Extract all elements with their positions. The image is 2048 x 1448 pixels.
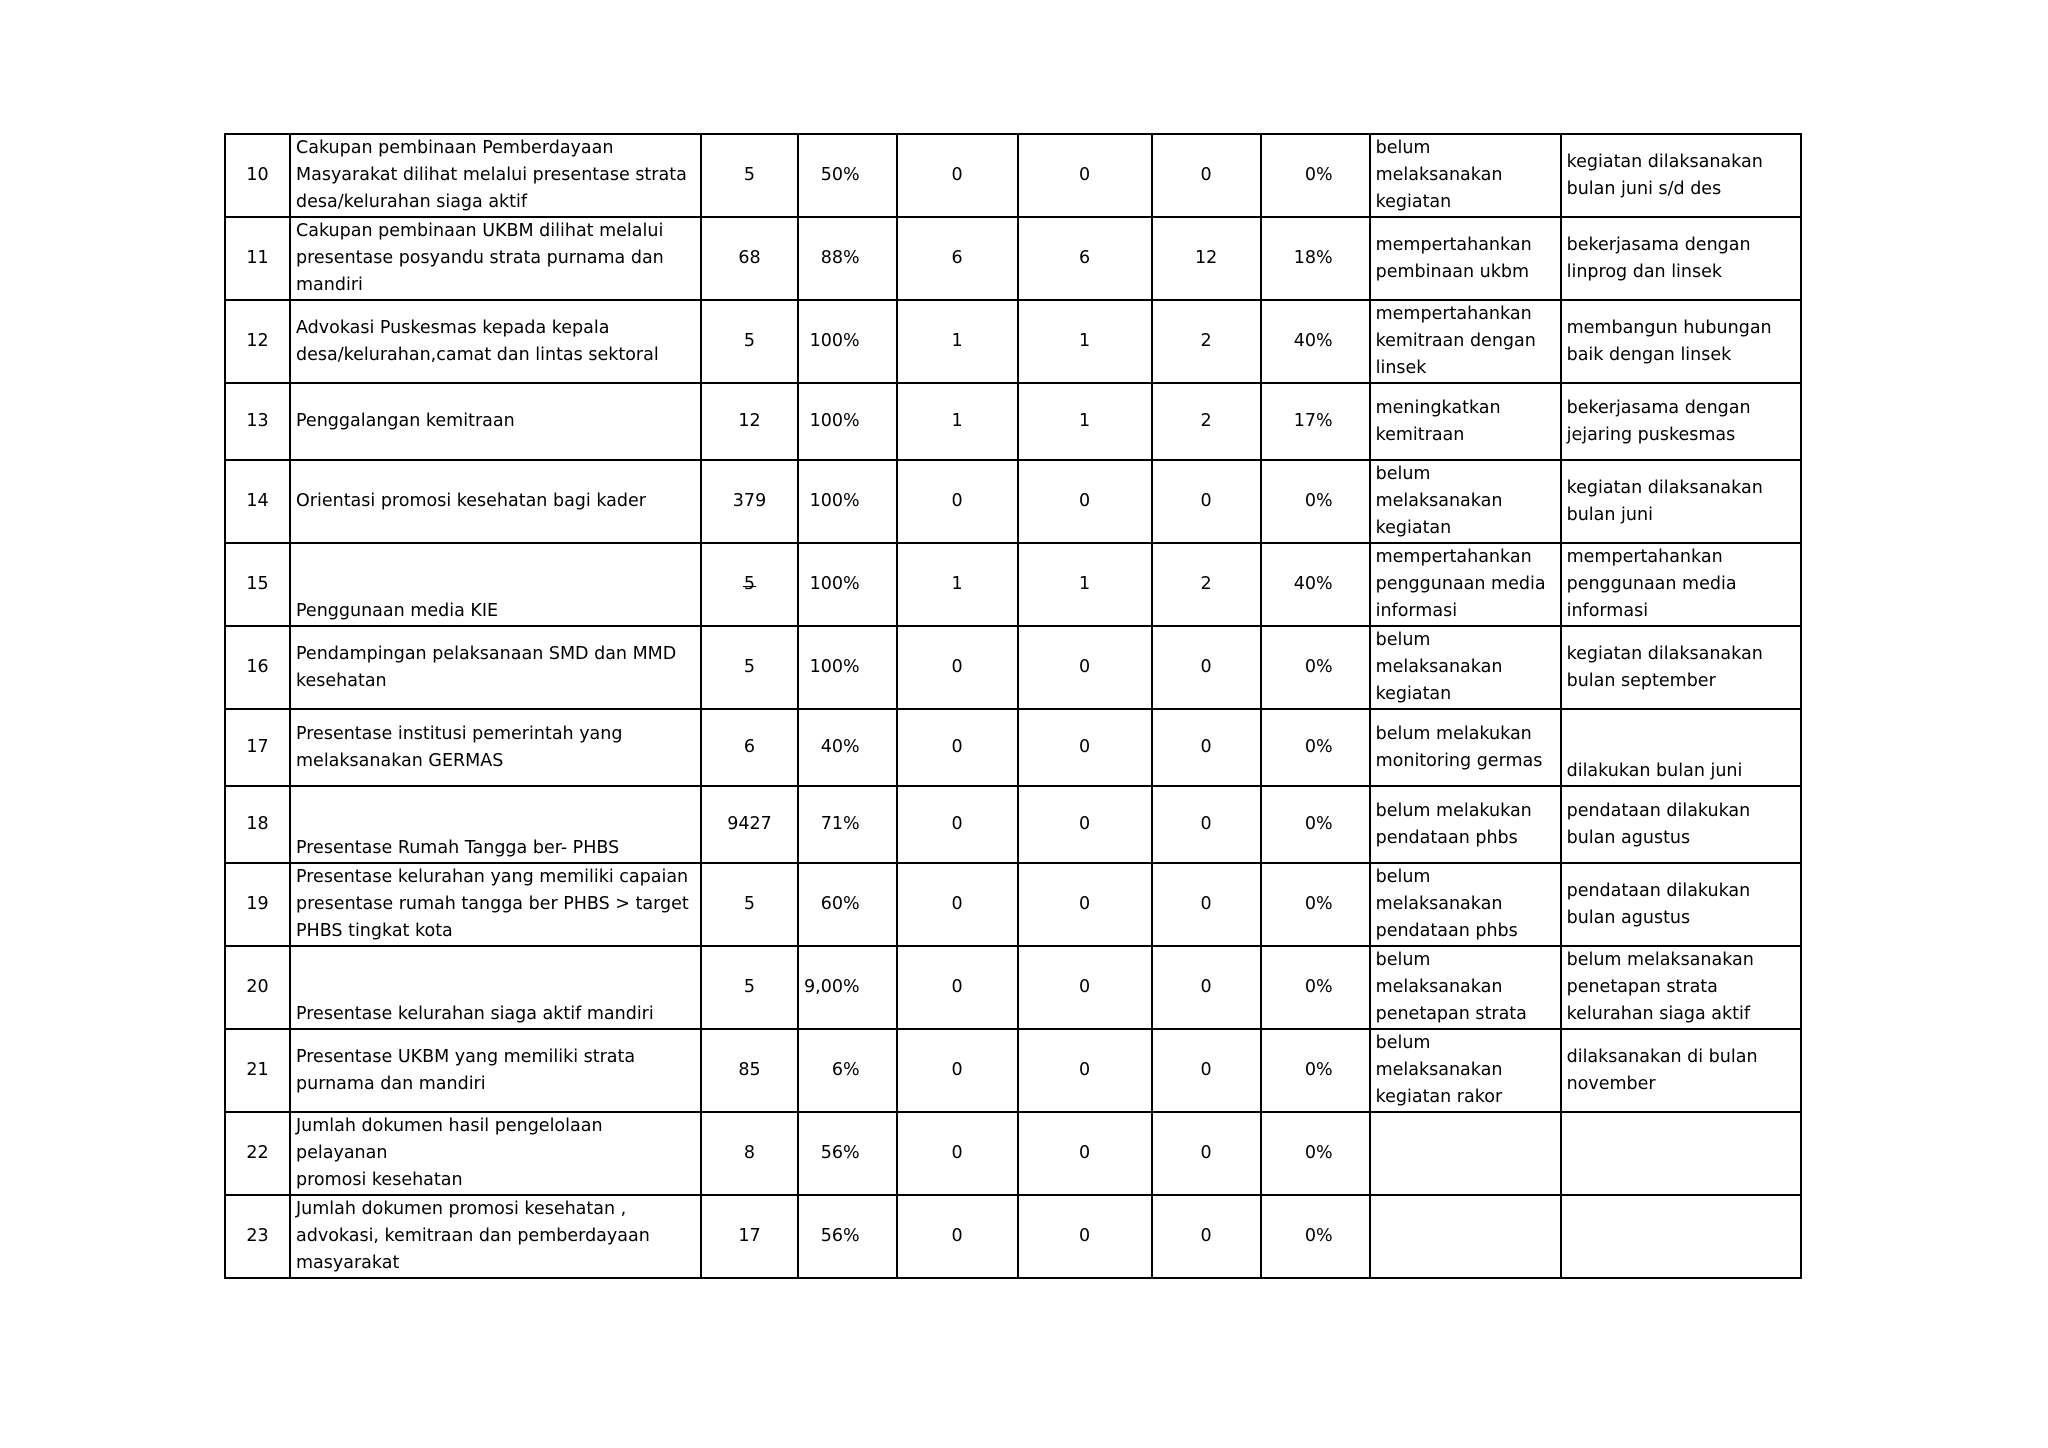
target-percent-cell: 6% bbox=[798, 1029, 897, 1112]
target-percent-cell: 100% bbox=[798, 300, 897, 383]
target-percent-cell: 100% bbox=[798, 383, 897, 460]
indicator-cell: Jumlah dokumen promosi kesehatan , advokasi, kemitraan dan pemberdayaan masyarakat bbox=[290, 1195, 701, 1278]
achievement-cell: 0% bbox=[1261, 786, 1370, 863]
row-number: 23 bbox=[225, 1195, 290, 1278]
target-cell: 5 bbox=[701, 626, 798, 709]
realization-2-cell: 0 bbox=[1018, 863, 1152, 946]
realization-2-cell: 0 bbox=[1018, 1195, 1152, 1278]
target-percent-cell: 100% bbox=[798, 626, 897, 709]
realization-2-cell: 6 bbox=[1018, 217, 1152, 300]
indicator-cell: Presentase Rumah Tangga ber- PHBS bbox=[290, 786, 701, 863]
realization-total-cell: 0 bbox=[1152, 863, 1261, 946]
realization-1-cell: 6 bbox=[897, 217, 1018, 300]
realization-2-cell: 0 bbox=[1018, 1029, 1152, 1112]
achievement-cell: 0% bbox=[1261, 946, 1370, 1029]
table-row bbox=[225, 946, 1801, 1029]
indicator-cell: Orientasi promosi kesehatan bagi kader bbox=[290, 460, 701, 543]
table-row bbox=[225, 1195, 1801, 1278]
realization-total-cell: 12 bbox=[1152, 217, 1261, 300]
realization-total-cell: 0 bbox=[1152, 946, 1261, 1029]
solution-cell: bekerjasama dengan linprog dan linsek bbox=[1561, 217, 1801, 300]
realization-total-cell: 2 bbox=[1152, 300, 1261, 383]
problem-cell: belum melaksanakan kegiatan rakor bbox=[1370, 1029, 1561, 1112]
table-row bbox=[225, 383, 1801, 460]
realization-total-cell: 0 bbox=[1152, 1029, 1261, 1112]
realization-2-cell: 1 bbox=[1018, 543, 1152, 626]
realization-1-cell: 0 bbox=[897, 626, 1018, 709]
realization-1-cell: 0 bbox=[897, 863, 1018, 946]
table-row bbox=[225, 543, 1801, 626]
target-percent-cell: 60% bbox=[798, 863, 897, 946]
solution-cell: mempertahankan penggunaan media informasi bbox=[1561, 543, 1801, 626]
row-number: 19 bbox=[225, 863, 290, 946]
indicator-cell: Cakupan pembinaan UKBM dilihat melalui presentase posyandu strata purnama dan mandiri bbox=[290, 217, 701, 300]
row-number: 15 bbox=[225, 543, 290, 626]
solution-cell: kegiatan dilaksanakan bulan juni bbox=[1561, 460, 1801, 543]
achievement-cell: 17% bbox=[1261, 383, 1370, 460]
indicator-cell: Jumlah dokumen hasil pengelolaan pelayanan promosi kesehatan bbox=[290, 1112, 701, 1195]
realization-total-cell: 0 bbox=[1152, 626, 1261, 709]
table-row bbox=[225, 460, 1801, 543]
table-row bbox=[225, 1029, 1801, 1112]
target-percent-cell: 88% bbox=[798, 217, 897, 300]
achievement-cell: 0% bbox=[1261, 709, 1370, 786]
realization-1-cell: 0 bbox=[897, 1029, 1018, 1112]
target-percent-cell: 71% bbox=[798, 786, 897, 863]
target-cell: 5 bbox=[701, 863, 798, 946]
problem-cell: belum melakukan pendataan phbs bbox=[1370, 786, 1561, 863]
report-table bbox=[224, 133, 1802, 1279]
target-cell: 12 bbox=[701, 383, 798, 460]
row-number: 17 bbox=[225, 709, 290, 786]
problem-cell: belum melakukan monitoring germas bbox=[1370, 709, 1561, 786]
problem-cell: mempertahankan kemitraan dengan linsek bbox=[1370, 300, 1561, 383]
indicator-cell: Presentase kelurahan siaga aktif mandiri bbox=[290, 946, 701, 1029]
achievement-cell: 0% bbox=[1261, 1029, 1370, 1112]
problem-cell: mempertahankan pembinaan ukbm bbox=[1370, 217, 1561, 300]
realization-total-cell: 0 bbox=[1152, 1195, 1261, 1278]
solution-cell: pendataan dilakukan bulan agustus bbox=[1561, 786, 1801, 863]
realization-total-cell: 0 bbox=[1152, 786, 1261, 863]
table-row bbox=[225, 709, 1801, 786]
achievement-cell: 0% bbox=[1261, 460, 1370, 543]
achievement-cell: 0% bbox=[1261, 134, 1370, 217]
problem-cell: meningkatkan kemitraan bbox=[1370, 383, 1561, 460]
row-number: 14 bbox=[225, 460, 290, 543]
target-percent-cell: 100% bbox=[798, 460, 897, 543]
problem-cell: belum melaksanakan penetapan strata bbox=[1370, 946, 1561, 1029]
table-row bbox=[225, 863, 1801, 946]
target-cell: 68 bbox=[701, 217, 798, 300]
achievement-cell: 0% bbox=[1261, 1112, 1370, 1195]
table-row bbox=[225, 217, 1801, 300]
problem-cell: mempertahankan penggunaan media informasi bbox=[1370, 543, 1561, 626]
indicator-cell: Presentase kelurahan yang memiliki capaian presentase rumah tangga ber PHBS > target PHBS tingkat kota bbox=[290, 863, 701, 946]
solution-cell: kegiatan dilaksanakan bulan juni s/d des bbox=[1561, 134, 1801, 217]
table-row bbox=[225, 134, 1801, 217]
achievement-cell: 18% bbox=[1261, 217, 1370, 300]
table-row bbox=[225, 786, 1801, 863]
solution-cell: dilaksanakan di bulan november bbox=[1561, 1029, 1801, 1112]
realization-2-cell: 0 bbox=[1018, 709, 1152, 786]
solution-cell: kegiatan dilaksanakan bulan september bbox=[1561, 626, 1801, 709]
solution-cell: belum melaksanakan penetapan strata kelurahan siaga aktif bbox=[1561, 946, 1801, 1029]
target-percent-cell: 56% bbox=[798, 1112, 897, 1195]
realization-1-cell: 0 bbox=[897, 709, 1018, 786]
realization-1-cell: 0 bbox=[897, 946, 1018, 1029]
indicator-cell: Cakupan pembinaan Pemberdayaan Masyarakat dilihat melalui presentase strata desa/kelurahan siaga aktif bbox=[290, 134, 701, 217]
realization-total-cell: 2 bbox=[1152, 383, 1261, 460]
target-percent-cell: 56% bbox=[798, 1195, 897, 1278]
row-number: 16 bbox=[225, 626, 290, 709]
target-percent-cell: 100% bbox=[798, 543, 897, 626]
solution-cell: membangun hubungan baik dengan linsek bbox=[1561, 300, 1801, 383]
target-percent-cell: 9,00% bbox=[798, 946, 897, 1029]
problem-cell bbox=[1370, 1195, 1561, 1278]
row-number: 22 bbox=[225, 1112, 290, 1195]
target-cell: 5 bbox=[701, 300, 798, 383]
realization-2-cell: 1 bbox=[1018, 300, 1152, 383]
realization-total-cell: 0 bbox=[1152, 1112, 1261, 1195]
realization-1-cell: 0 bbox=[897, 786, 1018, 863]
indicator-cell: Presentase institusi pemerintah yang melaksanakan GERMAS bbox=[290, 709, 701, 786]
target-cell: 379 bbox=[701, 460, 798, 543]
indicator-cell: Penggunaan media KIE bbox=[290, 543, 701, 626]
realization-1-cell: 0 bbox=[897, 1195, 1018, 1278]
target-cell: 8 bbox=[701, 1112, 798, 1195]
indicator-cell: Presentase UKBM yang memiliki strata purnama dan mandiri bbox=[290, 1029, 701, 1112]
table-body bbox=[225, 134, 1801, 1278]
realization-1-cell: 1 bbox=[897, 543, 1018, 626]
row-number: 18 bbox=[225, 786, 290, 863]
realization-1-cell: 1 bbox=[897, 383, 1018, 460]
realization-2-cell: 0 bbox=[1018, 786, 1152, 863]
problem-cell: belum melaksanakan kegiatan bbox=[1370, 134, 1561, 217]
problem-cell: belum melaksanakan pendataan phbs bbox=[1370, 863, 1561, 946]
target-percent-cell: 40% bbox=[798, 709, 897, 786]
indicator-cell: Advokasi Puskesmas kepada kepala desa/kelurahan,camat dan lintas sektoral bbox=[290, 300, 701, 383]
solution-cell bbox=[1561, 1195, 1801, 1278]
problem-cell: belum melaksanakan kegiatan bbox=[1370, 626, 1561, 709]
row-number: 20 bbox=[225, 946, 290, 1029]
achievement-cell: 40% bbox=[1261, 543, 1370, 626]
table-row bbox=[225, 300, 1801, 383]
solution-cell: bekerjasama dengan jejaring puskesmas bbox=[1561, 383, 1801, 460]
solution-cell bbox=[1561, 1112, 1801, 1195]
row-number: 12 bbox=[225, 300, 290, 383]
target-cell: 9427 bbox=[701, 786, 798, 863]
realization-2-cell: 0 bbox=[1018, 626, 1152, 709]
realization-total-cell: 0 bbox=[1152, 134, 1261, 217]
target-cell bbox=[701, 543, 798, 626]
realization-2-cell: 0 bbox=[1018, 1112, 1152, 1195]
achievement-cell: 0% bbox=[1261, 626, 1370, 709]
realization-1-cell: 0 bbox=[897, 1112, 1018, 1195]
realization-2-cell: 0 bbox=[1018, 460, 1152, 543]
table-row bbox=[225, 626, 1801, 709]
target-cell: 17 bbox=[701, 1195, 798, 1278]
struck-value: 5 bbox=[744, 571, 755, 598]
target-cell: 5 bbox=[701, 134, 798, 217]
row-number: 13 bbox=[225, 383, 290, 460]
table-row bbox=[225, 1112, 1801, 1195]
solution-cell: dilakukan bulan juni bbox=[1561, 709, 1801, 786]
realization-2-cell: 1 bbox=[1018, 383, 1152, 460]
realization-1-cell: 0 bbox=[897, 460, 1018, 543]
realization-1-cell: 0 bbox=[897, 134, 1018, 217]
row-number: 21 bbox=[225, 1029, 290, 1112]
problem-cell: belum melaksanakan kegiatan bbox=[1370, 460, 1561, 543]
realization-2-cell: 0 bbox=[1018, 946, 1152, 1029]
row-number: 11 bbox=[225, 217, 290, 300]
realization-2-cell: 0 bbox=[1018, 134, 1152, 217]
problem-cell bbox=[1370, 1112, 1561, 1195]
row-number: 10 bbox=[225, 134, 290, 217]
target-percent-cell: 50% bbox=[798, 134, 897, 217]
achievement-cell: 40% bbox=[1261, 300, 1370, 383]
achievement-cell: 0% bbox=[1261, 863, 1370, 946]
target-cell: 85 bbox=[701, 1029, 798, 1112]
realization-1-cell: 1 bbox=[897, 300, 1018, 383]
achievement-cell: 0% bbox=[1261, 1195, 1370, 1278]
realization-total-cell: 0 bbox=[1152, 709, 1261, 786]
indicator-cell: Pendampingan pelaksanaan SMD dan MMD kesehatan bbox=[290, 626, 701, 709]
target-cell: 5 bbox=[701, 946, 798, 1029]
indicator-cell: Penggalangan kemitraan bbox=[290, 383, 701, 460]
realization-total-cell: 2 bbox=[1152, 543, 1261, 626]
solution-cell: pendataan dilakukan bulan agustus bbox=[1561, 863, 1801, 946]
target-cell: 6 bbox=[701, 709, 798, 786]
realization-total-cell: 0 bbox=[1152, 460, 1261, 543]
